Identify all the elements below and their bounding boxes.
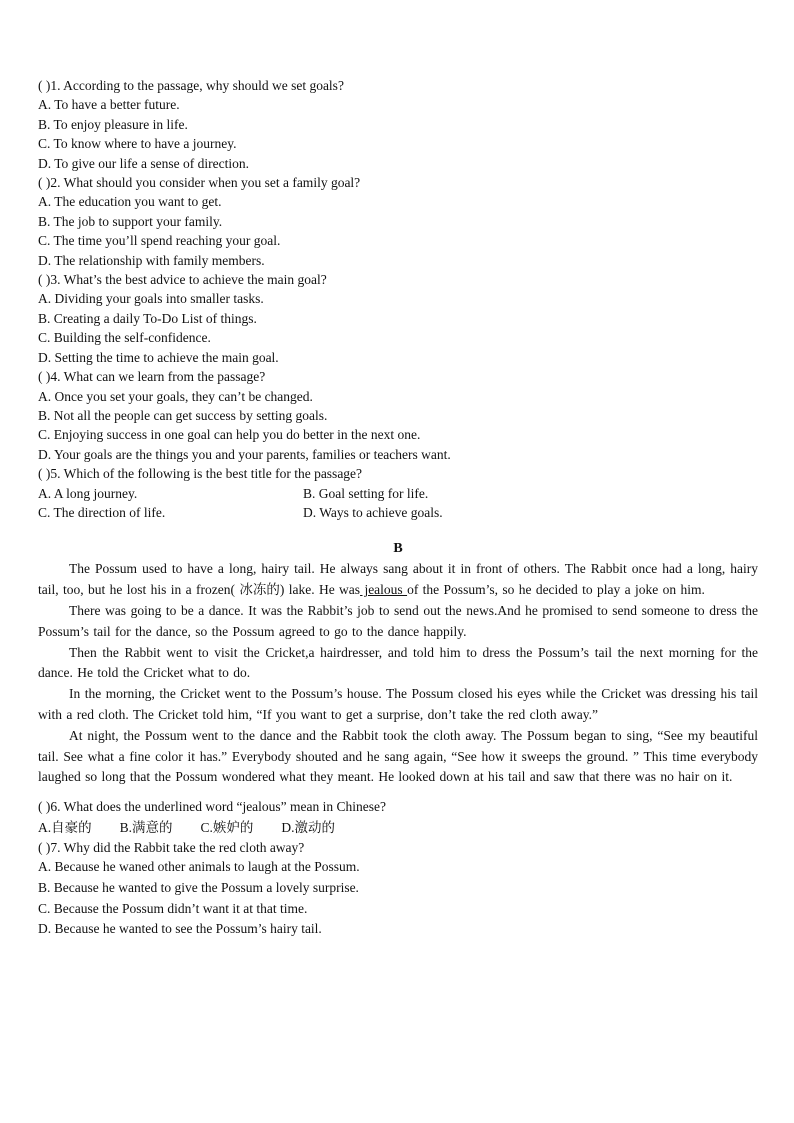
question-2-option-d: D. The relationship with family members. [38, 252, 265, 268]
worksheet-page [38, 76, 758, 940]
question-7-option-c: C. Because the Possum didn’t want it at that time. [38, 900, 308, 916]
question-3-option-d: D. Setting the time to achieve the main goal. [38, 349, 279, 365]
question-7-option-b: B. Because he wanted to give the Possum a lovely surprise. [38, 879, 359, 895]
question-5-option-c: C. The direction of life. [38, 504, 166, 520]
passage-paragraph-3: Then the Rabbit went to visit the Cricket,a hairdresser, and told him to dress the Possum’s tail the next morning for the dance. He told the Cricket what to do. [38, 644, 758, 681]
question-4-option-d: D. Your goals are the things you and your parents, families or teachers want. [38, 446, 451, 462]
question-6-option-d: D.激动的 [281, 819, 336, 835]
question-1-stem: ( )1. According to the passage, why should we set goals? [38, 78, 344, 93]
question-3-stem: ( )3. What’s the best advice to achieve the main goal? [38, 272, 327, 288]
question-1-option-a: A. To have a better future. [38, 97, 180, 113]
question-6-option-c: C.嫉妒的 [200, 819, 254, 835]
question-4-option-c: C. Enjoying success in one goal can help you do better in the next one. [38, 427, 421, 443]
question-7-option-d: D. Because he wanted to see the Possum’s hairy tail. [38, 921, 322, 937]
paragraph-1-text-before: The Possum used to have a long, hairy tail. He always sang about it in front of others. The Rabbit once had a long, hairy tail, too, but he lost his in a frozen( 冰冻的) lake. He was [38, 561, 758, 598]
question-6-options [38, 817, 758, 838]
question-3-option-b: B. Creating a daily To-Do List of things. [38, 310, 257, 326]
question-2-option-a: A. The education you want to get. [38, 194, 222, 210]
question-3-option-a: A. Dividing your goals into smaller tasks. [38, 291, 264, 307]
section-b-title: B [393, 541, 403, 557]
question-2-option-b: B. The job to support your family. [38, 213, 223, 229]
question-5-stem: ( )5. Which of the following is the best title for the passage? [38, 466, 363, 482]
question-3-option-c: C. Building the self-confidence. [38, 330, 211, 346]
question-4-stem: ( )4. What can we learn from the passage? [38, 369, 266, 385]
paragraph-1-text-after: of the Possum’s, so he decided to play a joke on him. [407, 582, 705, 598]
question-5-option-a: A. A long journey. [38, 485, 138, 501]
question-5-option-b: B. Goal setting for life. [303, 485, 429, 501]
passage-paragraph-5: At night, the Possum went to the dance and the Rabbit took the cloth away. The Possum began to sing, “See my beautiful tail. See what a fine color it has.” Everybody shouted and he sang again, “See how it sweeps the ground. ” This time everybody laughed so long that the Possum wondered what they meant. He looked down at his tail and saw that there was no hair on it. [38, 727, 758, 785]
question-1-option-c: C. To know where to have a journey. [38, 136, 237, 152]
question-4-option-b: B. Not all the people can get success by setting goals. [38, 407, 328, 423]
question-6-option-b: B.满意的 [119, 819, 173, 835]
question-7-stem: ( )7. Why did the Rabbit take the red cloth away? [38, 839, 305, 855]
passage-paragraph-1 [38, 559, 758, 601]
question-5-options-row-2 [38, 503, 758, 522]
question-1-option-d: D. To give our life a sense of direction. [38, 155, 249, 171]
question-1-option-b: B. To enjoy pleasure in life. [38, 116, 188, 132]
question-4-option-a: A. Once you set your goals, they can’t be changed. [38, 388, 313, 404]
question-7-option-a: A. Because he waned other animals to laugh at the Possum. [38, 858, 360, 874]
underlined-word-jealous: jealous [360, 582, 408, 598]
question-2-option-c: C. The time you’ll spend reaching your goal. [38, 233, 281, 249]
question-2-stem: ( )2. What should you consider when you set a family goal? [38, 175, 361, 191]
question-5-options-row-1 [38, 484, 758, 503]
passage-paragraph-4: In the morning, the Cricket went to the Possum’s house. The Possum closed his eyes while the Cricket was dressing his tail with a red cloth. The Cricket told him, “If you want to get a surprise, don’t take the red cloth away.” [38, 686, 758, 722]
passage-paragraph-2: There was going to be a dance. It was the Rabbit’s job to send out the news.And he promised to send someone to dress the Possum’s tail for the dance, so the Possum agreed to go to the dance happily. [38, 602, 758, 639]
question-5-option-d: D. Ways to achieve goals. [303, 504, 443, 520]
question-6-option-a: A.自豪的 [38, 819, 92, 835]
question-6-stem: ( )6. What does the underlined word “jealous” mean in Chinese? [38, 799, 387, 815]
